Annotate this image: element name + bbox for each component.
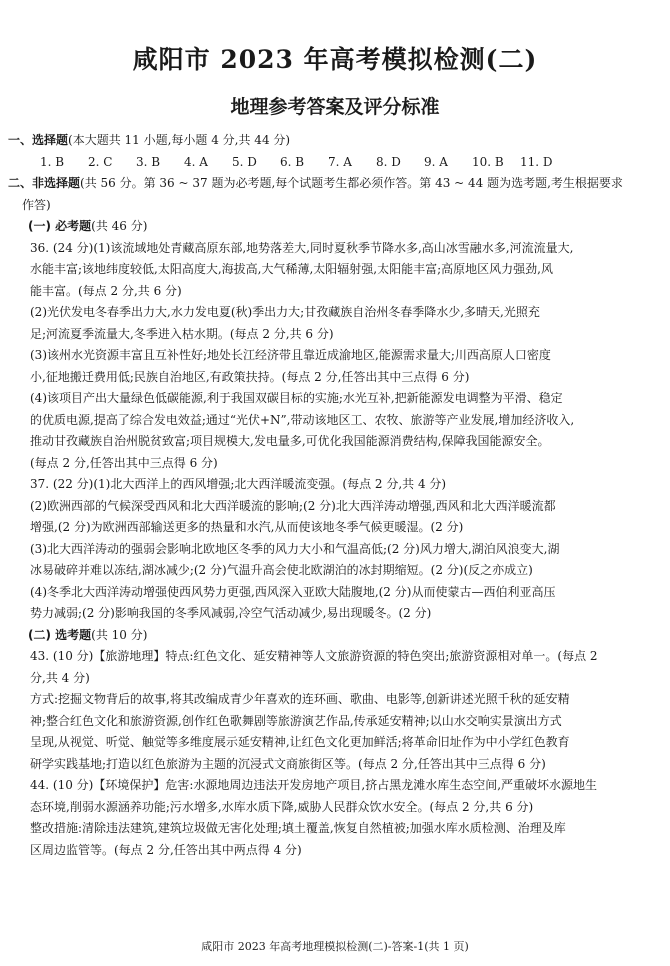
q36-line: 小,征地搬迁费用低;民族自治地区,有政策扶持。(每点 2 分,任答出其中三点得 6 分)	[30, 369, 470, 384]
answer-item: 2. C	[88, 154, 113, 169]
answer-item: 9. A	[424, 154, 448, 169]
section-nonchoice-note-cont: 作答)	[22, 197, 51, 212]
page-subtitle: 地理参考答案及评分标准	[230, 96, 440, 118]
q43-line: 神;整合红色文化和旅游资源,创作红色歌舞剧等旅游演艺作品,传承延安精神;以山水交响实景演出方式	[30, 713, 562, 728]
optional-heading	[8, 625, 660, 647]
required-heading	[8, 216, 660, 238]
section-nonchoice	[8, 173, 660, 195]
answer-item: 11. D	[520, 154, 553, 169]
answer-content	[8, 130, 660, 861]
section-choice-heading: 一、选择题	[8, 133, 69, 147]
required-note: (共 46 分)	[91, 219, 148, 233]
section-nonchoice-note: (共 56 分。第 36 ~ 37 题为必考题,每个试题考生都必须作答。第 43 ~ 44 题为选考题,考生根据要求	[80, 176, 623, 190]
q37-line: (2)欧洲西部的气候深受西风和北大西洋暖流的影响;(2 分)北大西洋涛动增强,西风和北大西洋暖流都	[30, 498, 556, 513]
q36-line: (每点 2 分,任答出其中三点得 6 分)	[30, 455, 218, 470]
q44-line: 整改措施:清除违法建筑,建筑垃圾做无害化处理;填土覆盖,恢复自然植被;加强水库水质检测、治理及库	[30, 821, 566, 835]
answer-item: 10. B	[472, 154, 504, 169]
q36-line: 36. (24 分)(1)该流域地处青藏高原东部,地势落差大,同时夏秋季节降水多,高山冰雪融水多,河流流量大,	[30, 240, 574, 255]
q37-line: 37. (22 分)(1)北大西洋上的西风增强;北大西洋暖流变强。(每点 2 分,共 4 分)	[30, 477, 447, 491]
answer-item: 7. A	[328, 154, 352, 169]
q44-line: 态环境,削弱水源涵养功能;污水增多,水库水质下降,威胁人民群众饮水安全。(每点 2 分,共 6 分)	[30, 799, 534, 814]
answer-item: 6. B	[280, 154, 305, 169]
choice-answers	[8, 152, 660, 174]
optional-note: (共 10 分)	[91, 627, 148, 642]
required-label: (一) 必考题	[28, 219, 92, 233]
q36-line: (3)该州水光资源丰富且互补性好;地处长江经济带且靠近成渝地区,能源需求量大;川西高原人口密度	[30, 348, 551, 362]
q36-line: 水能丰富;该地纬度较低,太阳高度大,海拔高,大气稀薄,太阳辐射强,太阳能丰富;高原地区风力强劲,风	[30, 262, 553, 276]
q43-line: 研学实践基地;打造以红色旅游为主题的沉浸式文商旅街区等。(每点 2 分,任答出其中三点得 6 分)	[30, 756, 546, 771]
q37-line: 增强,(2 分)为欧洲西部输送更多的热量和水汽,从而使该地冬季气候更暖湿。(2 分)	[30, 520, 464, 534]
q36-line: 推动甘孜藏族自治州脱贫致富;项目规模大,发电量多,可优化我国能源消费结构,保障我国能源安全。	[30, 434, 550, 448]
q36-line: (4)该项目产出大量绿色低碳能源,利于我国双碳目标的实施;水光互补,把新能源发电调整为平滑、稳定	[30, 391, 563, 405]
q43-line: 方式:挖掘文物背后的故事,将其改编成青少年喜欢的连环画、歌曲、电影等,创新讲述光照千秋的延安精	[30, 692, 570, 706]
answer-item: 4. A	[184, 154, 208, 169]
q37-line: 势力减弱;(2 分)影响我国的冬季风减弱,冷空气活动减少,易出现暖冬。(2 分)	[30, 606, 432, 620]
answer-item: 5. D	[232, 154, 257, 169]
q37-line: 冰易破碎并难以冻结,湖冰减少;(2 分)气温升高会使北欧湖泊的冰封期缩短。(2 分)(反之亦成立)	[30, 563, 533, 577]
page-title: 咸阳市 2023 年高考模拟检测(二)	[132, 45, 538, 74]
q43-line: 43. (10 分)【旅游地理】特点:红色文化、延安精神等人文旅游资源的特色突出;旅游资源相对单一。(每点 2	[30, 649, 598, 663]
answer-item: 1. B	[40, 154, 65, 169]
q43-line: 呈现,从视觉、听觉、触觉等多维度展示延安精神,让红色文化更加鲜活;将革命旧址作为中小学红色教育	[30, 735, 570, 749]
q36-line: 足;河流夏季流量大,冬季进入枯水期。(每点 2 分,共 6 分)	[30, 326, 334, 341]
page-footer: 咸阳市 2023 年高考地理模拟检测(二)-答案-1(共 1 页)	[201, 940, 469, 953]
section-choice	[8, 130, 660, 152]
q36-line: (2)光伏发电冬春季出力大,水力发电夏(秋)季出力大;甘孜藏族自治州冬春季降水少,多晴天,光照充	[30, 305, 540, 319]
q36-line: 能丰富。(每点 2 分,共 6 分)	[30, 283, 182, 298]
section-choice-note: (本大题共 11 小题,每小题 4 分,共 44 分)	[68, 133, 291, 147]
q37-line: (4)冬季北大西洋涛动增强使西风势力更强,西风深入亚欧大陆腹地,(2 分)从而使蒙古—西伯利亚高压	[30, 584, 556, 599]
answer-item: 8. D	[376, 154, 401, 169]
q37-line: (3)北大西洋涛动的强弱会影响北欧地区冬季的风力大小和气温高低;(2 分)风力增大,湖泊风浪变大,湖	[30, 541, 560, 556]
q44-line: 44. (10 分)【环境保护】危害:水源地周边违法开发房地产项目,挤占黑龙滩水库生态空间,严重破坏水源地生	[30, 778, 598, 792]
section-nonchoice-heading: 二、非选择题	[8, 176, 81, 190]
q44-line: 区周边监管等。(每点 2 分,任答出其中两点得 4 分)	[30, 842, 302, 857]
q36-line: 的优质电源,提高了综合发电效益;通过“光伏+N”,带动该地区工、农牧、旅游等产业发展,增加经济收入,	[30, 412, 575, 427]
q43-line: 分,共 4 分)	[30, 670, 90, 685]
optional-label: (二) 选考题	[28, 627, 92, 642]
answer-item: 3. B	[136, 154, 161, 169]
